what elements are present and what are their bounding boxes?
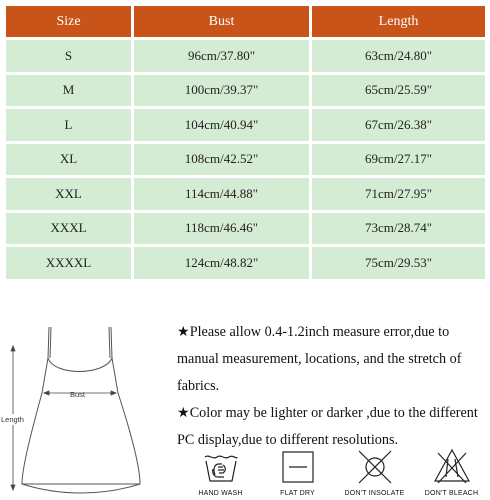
- cell-bust: 100cm/39.37": [134, 75, 309, 107]
- care-label-dont-bleach: DON'T BLEACH: [424, 490, 479, 497]
- size-chart-table: [3, 3, 488, 282]
- table-row: [6, 40, 485, 72]
- note-measure-error: ★Please allow 0.4-1.2inch measure error,due to manual measurement, locations, and the stretch of fabrics.: [177, 324, 462, 394]
- care-label-flat-dry: FLAT DRY: [280, 490, 315, 497]
- note-color: ★Color may be lighter or darker ,due to the different PC display,due to different resolutions.: [177, 405, 478, 448]
- cell-length: 71cm/27.95": [312, 178, 485, 210]
- cell-size: S: [6, 40, 131, 72]
- cell-length: 75cm/29.53": [312, 247, 485, 279]
- notes-section: [177, 319, 490, 454]
- cell-bust: 114cm/44.88": [134, 178, 309, 210]
- care-hand-wash: [182, 443, 259, 500]
- cell-size: XL: [6, 144, 131, 176]
- cell-size: XXL: [6, 178, 131, 210]
- care-dont-insolate: [336, 443, 413, 500]
- care-label-hand-wash: HAND WASH: [198, 490, 243, 497]
- dont-insolate-icon: [355, 445, 395, 487]
- table-row: [6, 144, 485, 176]
- table-row: [6, 247, 485, 279]
- garment-measure-diagram: [0, 318, 160, 500]
- table-row: [6, 178, 485, 210]
- header-bust: Bust: [134, 6, 309, 37]
- cell-bust: 96cm/37.80": [134, 40, 309, 72]
- cell-length: 73cm/28.74": [312, 213, 485, 245]
- length-label: Length: [1, 415, 24, 424]
- cell-bust: 124cm/48.82": [134, 247, 309, 279]
- cell-bust: 104cm/40.94": [134, 109, 309, 141]
- cell-size: M: [6, 75, 131, 107]
- cell-length: 63cm/24.80": [312, 40, 485, 72]
- cell-size: XXXL: [6, 213, 131, 245]
- cell-bust: 118cm/46.46": [134, 213, 309, 245]
- table-row: [6, 109, 485, 141]
- care-flat-dry: [259, 443, 336, 500]
- header-length: Length: [312, 6, 485, 37]
- cell-length: 69cm/27.17": [312, 144, 485, 176]
- cell-size: L: [6, 109, 131, 141]
- table-row: [6, 75, 485, 107]
- care-label-dont-insolate: DON'T INSOLATE: [344, 490, 405, 497]
- care-dont-bleach: [413, 443, 490, 500]
- cell-length: 67cm/26.38": [312, 109, 485, 141]
- care-symbols: [182, 443, 490, 500]
- cell-length: 65cm/25.59": [312, 75, 485, 107]
- hand-wash-icon: [201, 445, 241, 487]
- cell-size: XXXXL: [6, 247, 131, 279]
- cell-bust: 108cm/42.52": [134, 144, 309, 176]
- bust-label: Bust: [70, 390, 86, 399]
- dont-bleach-icon: [432, 445, 472, 487]
- header-size: Size: [6, 6, 131, 37]
- table-header-row: [6, 6, 485, 37]
- table-row: [6, 213, 485, 245]
- flat-dry-icon: [278, 445, 318, 487]
